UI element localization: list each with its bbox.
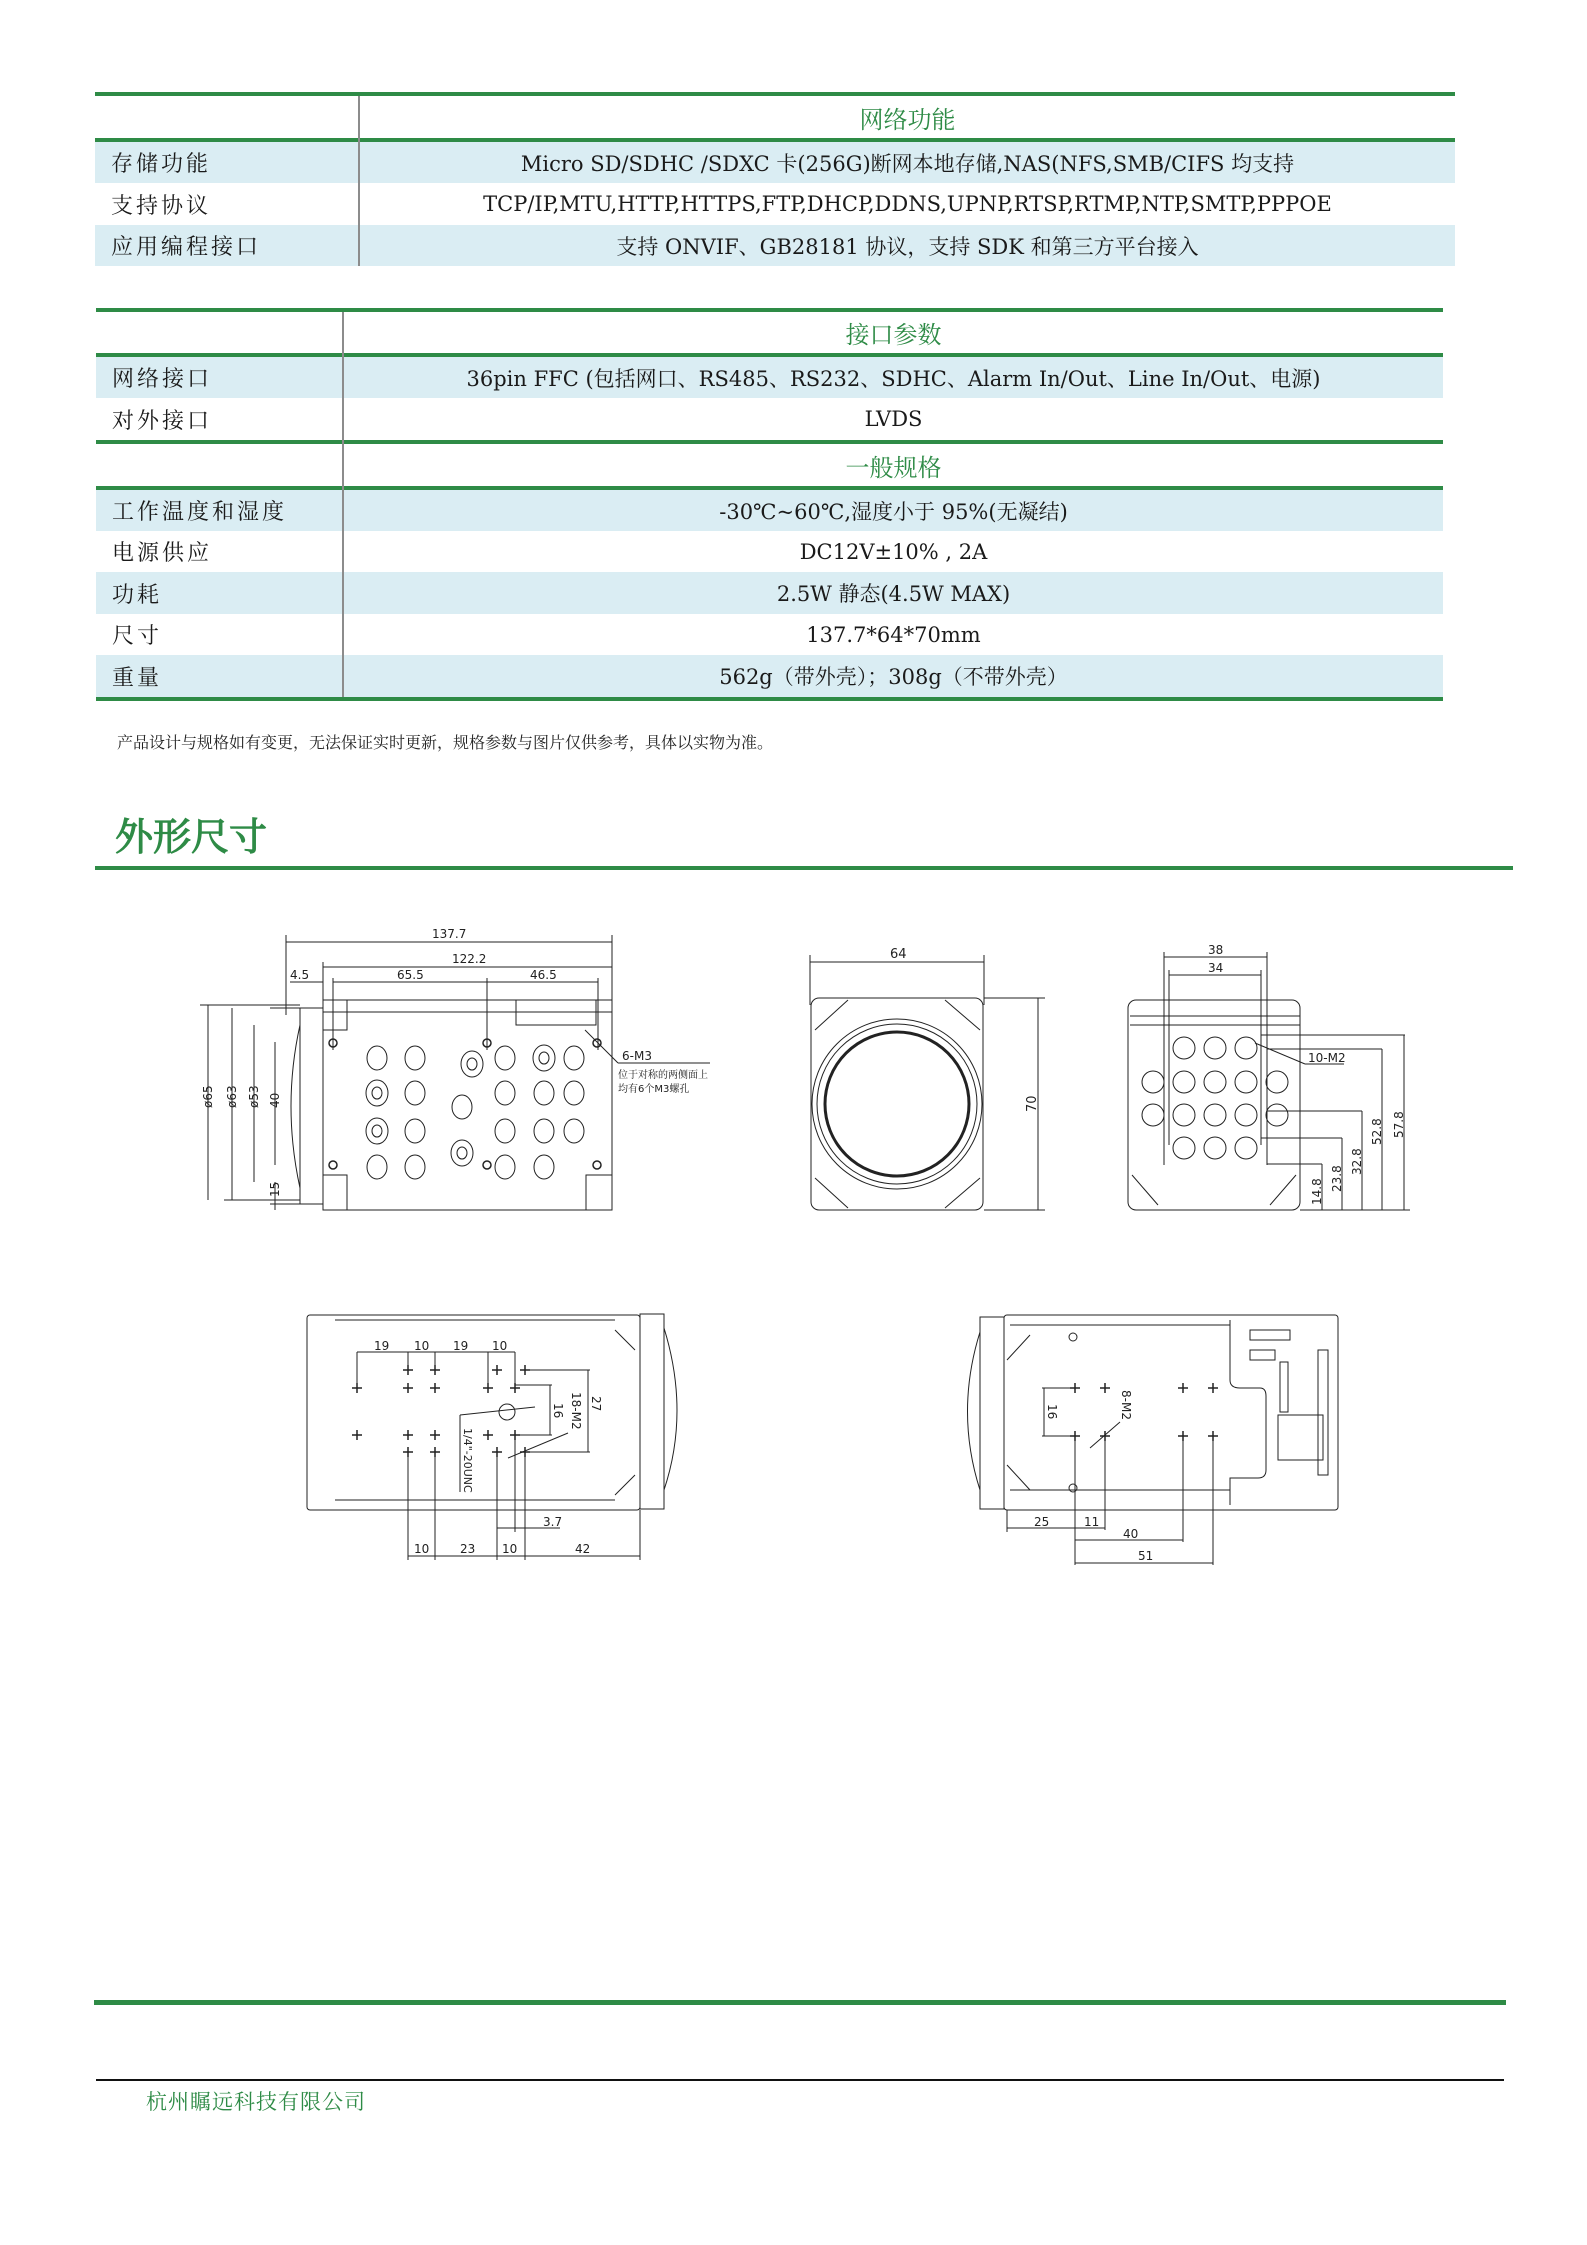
rear-view-drawing [1120,930,1440,1230]
dim-3-7: 3.7 [543,1515,563,1529]
dim-52-8: 52.8 [1370,1118,1384,1145]
footer-rule-black [96,2079,1504,2081]
dim-b-23: 23 [460,1542,476,1556]
interface-spec-table [96,308,1443,702]
footer-rule-green [94,2000,1506,2005]
section-header-network: 网络功能 [859,105,956,134]
dim-11: 11 [1084,1515,1100,1529]
row-label: 网络接口 [112,367,213,392]
row-label: 电源供应 [112,541,213,566]
table-row [96,490,1443,531]
row-label: 支持协议 [111,193,212,219]
dim-body-length: 122.2 [452,952,487,966]
row-value: LVDS [864,407,923,431]
dim-dia-65: ø65 [201,1085,215,1108]
row-label: 应用编程接口 [111,235,262,260]
dim-32-8: 32.8 [1350,1148,1364,1175]
row-value: 36pin FFC (包括网口、RS485、RS232、SDHC、Alarm In/Out、Line In/Out、电源) [466,366,1321,391]
dim-width-64: 64 [890,947,907,962]
dim-16: 16 [1045,1404,1059,1420]
network-spec-table [95,92,1455,266]
row-label: 存储功能 [111,152,212,177]
dim-57-8: 57.8 [1392,1111,1406,1138]
row-value: 支持 ONVIF、GB28181 协议，支持 SDK 和第三方平台接入 [616,234,1199,259]
screw-label-18-m2: 18-M2 [569,1392,583,1430]
dim-16: 16 [551,1403,565,1419]
table-row [95,225,1455,266]
row-value: 137.7*64*70mm [806,622,981,647]
dim-19b: 19 [453,1339,469,1353]
section-title-rule [95,866,1513,870]
dim-lens-offset: 4.5 [290,968,310,982]
row-value: -30℃~60℃,湿度小于 95%(无凝结) [719,499,1068,524]
dim-hole-spacing-2: 46.5 [530,968,557,982]
row-label: 重量 [112,665,163,691]
dim-height-70: 70 [1025,1095,1040,1112]
screw-note-2: 均有6个M3螺孔 [618,1084,690,1095]
table-row [95,142,1455,183]
table-row [95,183,1455,225]
table-header [95,96,1455,138]
table-row [96,531,1443,572]
side-view-drawing [190,920,790,1240]
table-header [96,444,1443,486]
dim-width-34: 34 [1208,961,1224,975]
row-label: 对外接口 [112,408,213,434]
column-divider [342,312,344,697]
dim-b-10b: 10 [502,1542,518,1556]
dim-b-10a: 10 [414,1542,430,1556]
table-bottom-rule [96,697,1443,701]
dim-27: 27 [589,1396,603,1412]
dim-14-8: 14.8 [1310,1178,1324,1205]
dim-10a: 10 [414,1339,430,1353]
dim-23-8: 23.8 [1330,1165,1344,1192]
tripod-thread-label: 1/4"-20UNC [461,1428,474,1493]
table-row [96,357,1443,398]
screw-label: 6-M3 [622,1049,652,1063]
table-row [96,614,1443,655]
dim-height-40: 40 [268,1092,282,1108]
screw-label-8-m2: 8-M2 [1119,1390,1133,1420]
table-header [96,312,1443,353]
dim-25: 25 [1034,1515,1050,1529]
disclaimer-note: 产品设计与规格如有变更，无法保证实时更新，规格参数与图片仅供参考，具体以实物为准。 [117,733,774,752]
row-value: TCP/IP,MTU,HTTP,HTTPS,FTP,DHCP,DDNS,UPNP,RTSP,RTMP,NTP,SMTP,PPPOE [483,192,1332,216]
table-row [96,655,1443,697]
bottom-view-drawing [290,1300,710,1580]
row-label: 功耗 [112,582,163,608]
top-view-drawing [950,1300,1370,1590]
dim-b-42: 42 [575,1542,591,1556]
row-label: 工作温度和湿度 [112,500,288,525]
dim-dia-53: ø53 [247,1085,261,1108]
row-value: 2.5W 静态(4.5W MAX) [776,582,1011,606]
row-value: Micro SD/SDHC /SDXC 卡(256G)断网本地存储,NAS(NFS,SMB/CIFS 均支持 [520,151,1295,176]
dim-width-38: 38 [1208,943,1224,957]
column-divider [358,96,360,266]
section-header-interface: 接口参数 [845,321,942,349]
dim-hole-spacing-1: 65.5 [397,968,424,982]
dim-10b: 10 [492,1339,508,1353]
section-title-dimensions: 外形尺寸 [115,815,268,859]
screw-note-1: 位于对称的两侧面上 [618,1070,708,1081]
row-value: 562g（带外壳）；308g（不带外壳） [719,665,1068,689]
dim-overall-length: 137.7 [432,927,467,941]
section-header-general: 一般规格 [845,453,942,482]
row-label: 尺寸 [112,624,163,649]
row-value: DC12V±10% , 2A [799,539,988,564]
table-row [96,398,1443,440]
dim-19a: 19 [374,1339,390,1353]
table-row [96,572,1443,614]
dim-dia-63: ø63 [225,1085,239,1108]
front-view-drawing [790,930,1090,1230]
footer-company-name: 杭州瞩远科技有限公司 [146,2090,366,2114]
screw-label-10-m2: 10-M2 [1308,1051,1346,1065]
dim-40: 40 [1123,1527,1139,1541]
dim-offset-15: 15 [268,1181,282,1197]
dim-51: 51 [1138,1549,1154,1563]
